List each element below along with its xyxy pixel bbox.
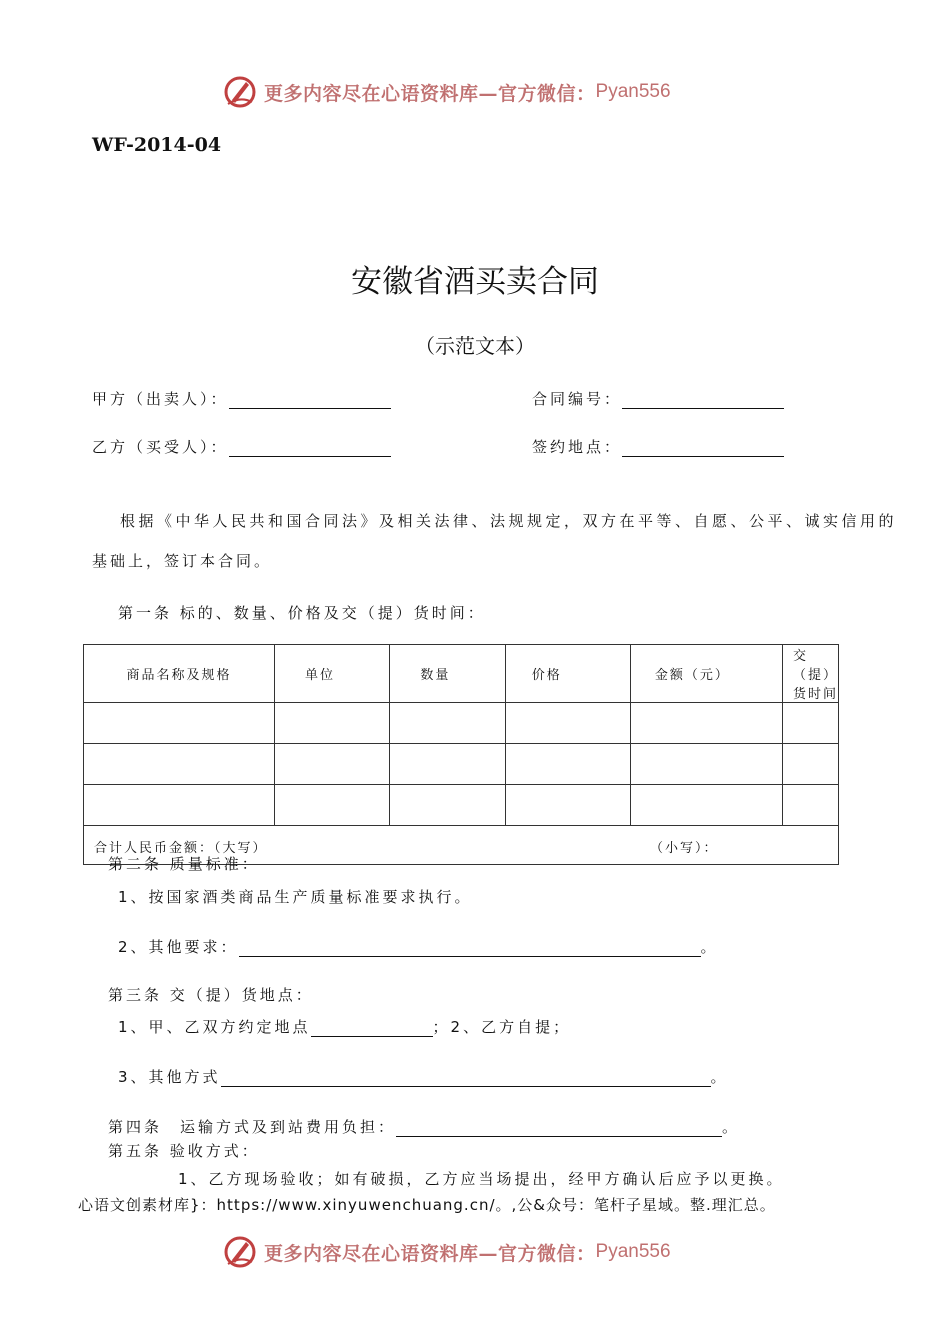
table-cell[interactable]	[505, 703, 630, 744]
table-cell[interactable]	[274, 703, 389, 744]
table-cell[interactable]	[505, 744, 630, 785]
watermark-bottom	[222, 1234, 671, 1270]
header-cell: 商品名称及规格	[84, 645, 275, 703]
table-cell[interactable]	[783, 703, 839, 744]
table-cell[interactable]	[783, 744, 839, 785]
article-3-item-2-label: ；2、乙方自提；	[432, 1018, 572, 1036]
article-2-item-2-label: 2、其他要求：	[118, 938, 239, 956]
watermark-id: Pyan556	[595, 1241, 671, 1262]
watermark-top	[222, 74, 671, 110]
article-2-item-2	[118, 936, 719, 957]
header-cell: 数量	[390, 645, 505, 703]
header-cell: 金额（元）	[630, 645, 782, 703]
contract-no-label: 合同编号：	[532, 390, 623, 408]
other-requirements-field[interactable]	[239, 938, 701, 957]
total-upper-label: 合计人民币金额：（大写）	[94, 841, 268, 856]
article-3-heading: 第三条 交（提）货地点：	[108, 986, 314, 1004]
table-row	[84, 703, 839, 744]
goods-table	[83, 644, 839, 865]
page-title: 安徽省酒买卖合同	[351, 264, 599, 300]
period-mark: 。	[722, 1118, 741, 1136]
article-2-heading: 第二条 质量标准：	[108, 855, 260, 873]
watermark-id: Pyan556	[595, 81, 671, 102]
sign-place-label: 签约地点：	[532, 438, 623, 456]
header-cell: 价格	[505, 645, 630, 703]
table-cell[interactable]	[630, 703, 782, 744]
article-3-item-1-label: 1、甲、乙双方约定地点	[118, 1018, 311, 1036]
table-row	[84, 744, 839, 785]
header-cell: 单位	[274, 645, 389, 703]
preamble-line-2: 基础上，签订本合同。	[92, 552, 273, 570]
article-1-heading: 第一条 标的、数量、价格及交（提）货时间：	[118, 604, 486, 622]
table-cell[interactable]	[630, 785, 782, 826]
page-subtitle: （示范文本）	[415, 334, 535, 358]
contract-no-field[interactable]	[622, 390, 784, 409]
article-3-item-3	[118, 1066, 729, 1087]
table-cell[interactable]	[390, 703, 505, 744]
article-4-label: 第四条 运输方式及到站费用负担：	[108, 1118, 397, 1136]
other-method-field[interactable]	[221, 1068, 711, 1087]
party-b-row	[92, 436, 391, 457]
table-header-row	[84, 645, 839, 703]
table-cell[interactable]	[390, 744, 505, 785]
period-mark: 。	[710, 1068, 729, 1086]
sign-place-field[interactable]	[622, 438, 784, 457]
table-row	[84, 785, 839, 826]
contract-no-row	[532, 388, 784, 409]
table-cell[interactable]	[84, 703, 275, 744]
agreed-place-field[interactable]	[311, 1018, 433, 1037]
article-5-heading: 第五条 验收方式：	[108, 1142, 260, 1160]
header-cell: 交（提）货时间	[783, 645, 839, 703]
watermark-text: 更多内容尽在心语资料库—官方微信：	[264, 1242, 596, 1265]
article-5-item-1: 1、乙方现场验收；如有破损，乙方应当场提出，经甲方确认后应予以更换。	[178, 1170, 785, 1188]
sign-place-row	[532, 436, 784, 457]
footer-note: 心语文创素材库}：https://www.xinyuwenchuang.cn/。,公&众号：笔杆子星域。整.理汇总。	[78, 1196, 776, 1214]
table-cell[interactable]	[505, 785, 630, 826]
party-b-field[interactable]	[229, 438, 391, 457]
article-4-heading	[108, 1116, 740, 1137]
party-a-label: 甲方（出卖人）：	[92, 390, 229, 408]
article-3-item-1	[118, 1016, 571, 1037]
party-b-label: 乙方（买受人）：	[92, 438, 229, 456]
party-a-field[interactable]	[229, 390, 391, 409]
table-cell[interactable]	[274, 744, 389, 785]
logo-icon	[222, 1234, 258, 1270]
article-3-item-3-label: 3、其他方式	[118, 1068, 221, 1086]
table-cell[interactable]	[630, 744, 782, 785]
logo-icon	[222, 74, 258, 110]
article-2-item-1: 1、按国家酒类商品生产质量标准要求执行。	[118, 888, 473, 906]
table-cell[interactable]	[390, 785, 505, 826]
table-cell[interactable]	[274, 785, 389, 826]
total-lower-label: （小写）：	[650, 841, 719, 856]
table-cell[interactable]	[84, 744, 275, 785]
preamble-line-1: 根据《中华人民共和国合同法》及相关法律、法规规定，双方在平等、自愿、公平、诚实信用的	[120, 512, 898, 530]
party-a-row	[92, 388, 391, 409]
document-code: WF-2014-04	[92, 134, 222, 156]
table-cell[interactable]	[783, 785, 839, 826]
watermark-text: 更多内容尽在心语资料库—官方微信：	[264, 82, 596, 105]
period-mark: 。	[700, 938, 719, 956]
transport-field[interactable]	[396, 1118, 722, 1137]
table-cell[interactable]	[84, 785, 275, 826]
